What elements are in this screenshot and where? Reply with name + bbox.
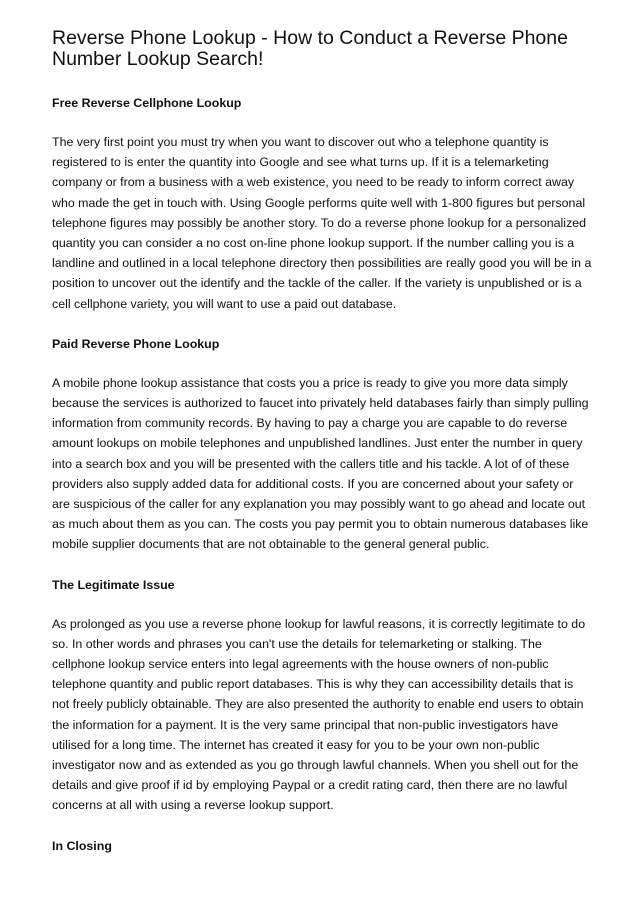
section-paragraph: The very first point you must try when you want to discover out who a telephone quantity is registered to is enter the quantity into Google and see what turns up. If it is a telemarketing company or from a business with a web existence, you need to be ready to inform correct away who made the get in touch with. Using Google performs quite well with 1-800 figures but personal telephone figures may possibly be another story. To do a reverse phone lookup for a personalized quantity you can consider a no cost on-line phone lookup support. If the number calling you is a landline and outlined in a local telephone directory then possibilities are really good you will be in a position to uncover out the identify and the tackle of the caller. If the variety is unpublished or is a cell cellphone variety, you will want to use a paid out database. [52,135,592,311]
section-paid-reverse-phone-lookup [52,334,592,555]
document-page [52,28,592,875]
section-in-closing [52,836,592,856]
section-heading: In Closing [52,838,112,853]
section-paragraph: As prolonged as you use a reverse phone lookup for lawful reasons, it is correctly legitimate to do so. In other words and phrases you can't use the details for telemarketing or stalking. The cellphone lookup service enters into legal agreements with the house owners of non-public telephone quantity and public report databases. This is why they can accessibility details that is not freely publicly obtainable. They are also presented the authority to enable end users to obtain the information for a payment. It is the very same principal that non-public investigators have utilised for a long time. The internet has created it easy for you to be your own non-public investigator now and as extended as you go through lawful channels. When you shell out for the details and give proof if id by employing Paypal or a credit rating card, then there are no lawful concerns at all with using a reverse lookup support. [52,616,586,813]
section-heading: Free Reverse Cellphone Lookup [52,96,242,110]
section-heading: The Legitimate Issue [52,577,175,592]
section-the-legitimate-issue [52,575,592,816]
page-title: Reverse Phone Lookup - How to Conduct a Reverse Phone Number Lookup Search! [52,27,568,70]
section-paragraph: A mobile phone lookup assistance that costs you a price is ready to give you more data simply because the services is authorized to faucet into privately held databases fairly than simply pulling information from community records. By having to pay a charge you are capable to do reverse amount lookups on mobile telephones and unpublished landlines. Just enter the number in query into a search box and you will be presented with the callers title and his tackle. A lot of of these providers also supply added data for additional costs. If you are concerned about your safety or are suspicious of the caller for any explanation you may possibly want to go ahead and locate out as much about them as you can. The costs you pay permit you to obtain numerous databases like mobile supplier documents that are not obtainable to the general general public. [52,375,589,552]
section-heading: Paid Reverse Phone Lookup [52,336,220,351]
section-free-reverse-cellphone-lookup [52,93,592,314]
